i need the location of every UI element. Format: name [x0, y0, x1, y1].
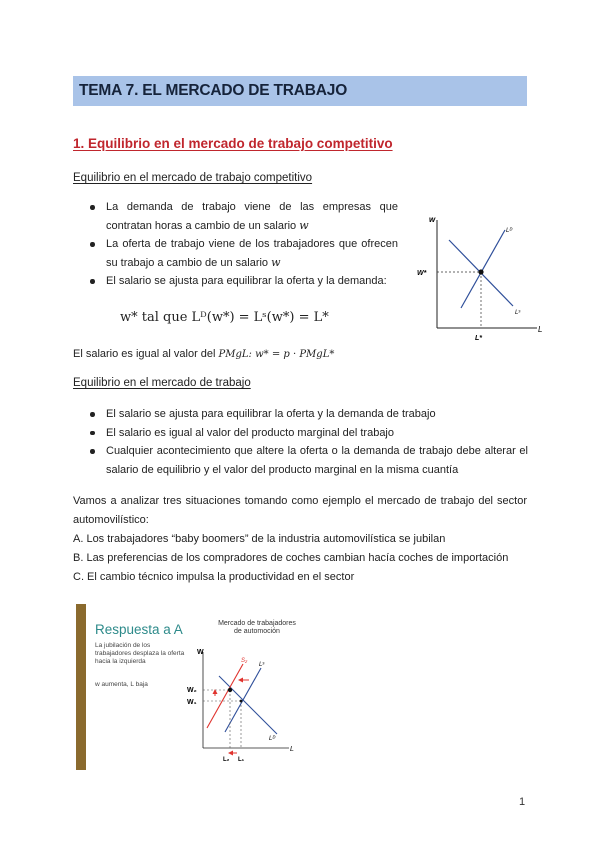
list-item: El salario se ajusta para equilibrar la oferta y la demanda:: [88, 272, 398, 291]
fig-supply-original: [225, 668, 261, 732]
figure-caption: La jubilación de los trabajadores desplaza la oferta hacia la izquierda: [95, 642, 185, 665]
fig-w1-label: W₁: [187, 699, 197, 706]
fig-l1-label: L₁: [238, 757, 245, 763]
equilibrium-graph: [415, 208, 545, 348]
section-heading: 1. Equilibrio en el mercado de trabajo competitivo: [73, 136, 393, 151]
fig-x-label: L: [290, 746, 294, 753]
fig-supply-shifted: [207, 664, 243, 728]
supply-label: Lˢ: [515, 310, 521, 316]
figure-accent-bar: [76, 604, 86, 770]
subheading-competitive: Equilibrio en el mercado de trabajo competitivo: [73, 172, 313, 184]
demand-label: Lᴰ: [506, 228, 513, 234]
y-axis-label: w: [429, 215, 436, 224]
equilibrium-equation: w* tal que Lᴰ(w*) = Lˢ(w*) = L*: [120, 310, 329, 325]
subheading-market: Equilibrio en el mercado de trabajo: [73, 377, 251, 389]
page-number: 1: [519, 796, 526, 808]
list-item: La oferta de trabajo viene de los trabajadores que ofrecen su trabajo a cambio de un salario w: [88, 235, 398, 272]
list-item: El salario se ajusta para equilibrar la oferta y la demanda de trabajo: [88, 405, 528, 424]
title-bar: [73, 76, 527, 106]
supply-curve: [461, 230, 505, 308]
case-b: B. Las preferencias de los compradores de coches cambian hacía coches de importación: [73, 552, 509, 564]
fig-l2-label: L₂: [223, 757, 230, 763]
case-c: C. El cambio técnico impulsa la productividad en el sector: [73, 571, 355, 583]
x-axis-label: L: [538, 325, 543, 334]
shift-graph: [185, 640, 300, 765]
fig-s2-label: S₂: [241, 658, 248, 664]
eq-wage-label: W*: [417, 270, 427, 277]
bullet-list-2: [88, 405, 528, 479]
fig-new-eq-point: [228, 688, 232, 692]
fig-w2-label: W₂: [187, 687, 197, 694]
figure-chart-title: Mercado de trabajadores de automoción: [218, 620, 296, 635]
wage-statement: El salario es igual al valor del PMgL: w* = p · PMgL*: [73, 348, 335, 360]
case-a: A. Los trabajadores “baby boomers” de la industria automovilística se jubilan: [73, 533, 446, 545]
figure-caption-result: w aumenta, L baja: [95, 681, 148, 688]
intro-paragraph: Vamos a analizar tres situaciones tomando como ejemplo el mercado de trabajo del sector automovilístico:: [73, 495, 527, 526]
fig-d-label: Lᴰ: [269, 736, 276, 742]
eq-labor-label: L*: [475, 335, 482, 342]
equilibrium-point: [478, 269, 483, 274]
page-title: TEMA 7. EL MERCADO DE TRABAJO: [79, 82, 348, 99]
fig-demand-curve: [219, 676, 277, 734]
list-item: El salario es igual al valor del producto marginal del trabajo: [88, 424, 528, 443]
bullet-list-1: [88, 198, 398, 291]
fig-y-label: W: [197, 649, 204, 656]
fig-old-eq-point: [240, 700, 243, 703]
case-list: [73, 530, 533, 587]
fig-s1-label: Lˢ: [259, 662, 265, 668]
list-item: La demanda de trabajo viene de las empresas que contratan horas a cambio de un salario w: [88, 198, 398, 235]
list-item: Cualquier acontecimiento que altere la oferta o la demanda de trabajo debe alterar el salario de equilibrio y el valor del producto marginal en la misma cuantía: [88, 442, 528, 479]
figure-title: Respuesta a A: [95, 622, 183, 637]
